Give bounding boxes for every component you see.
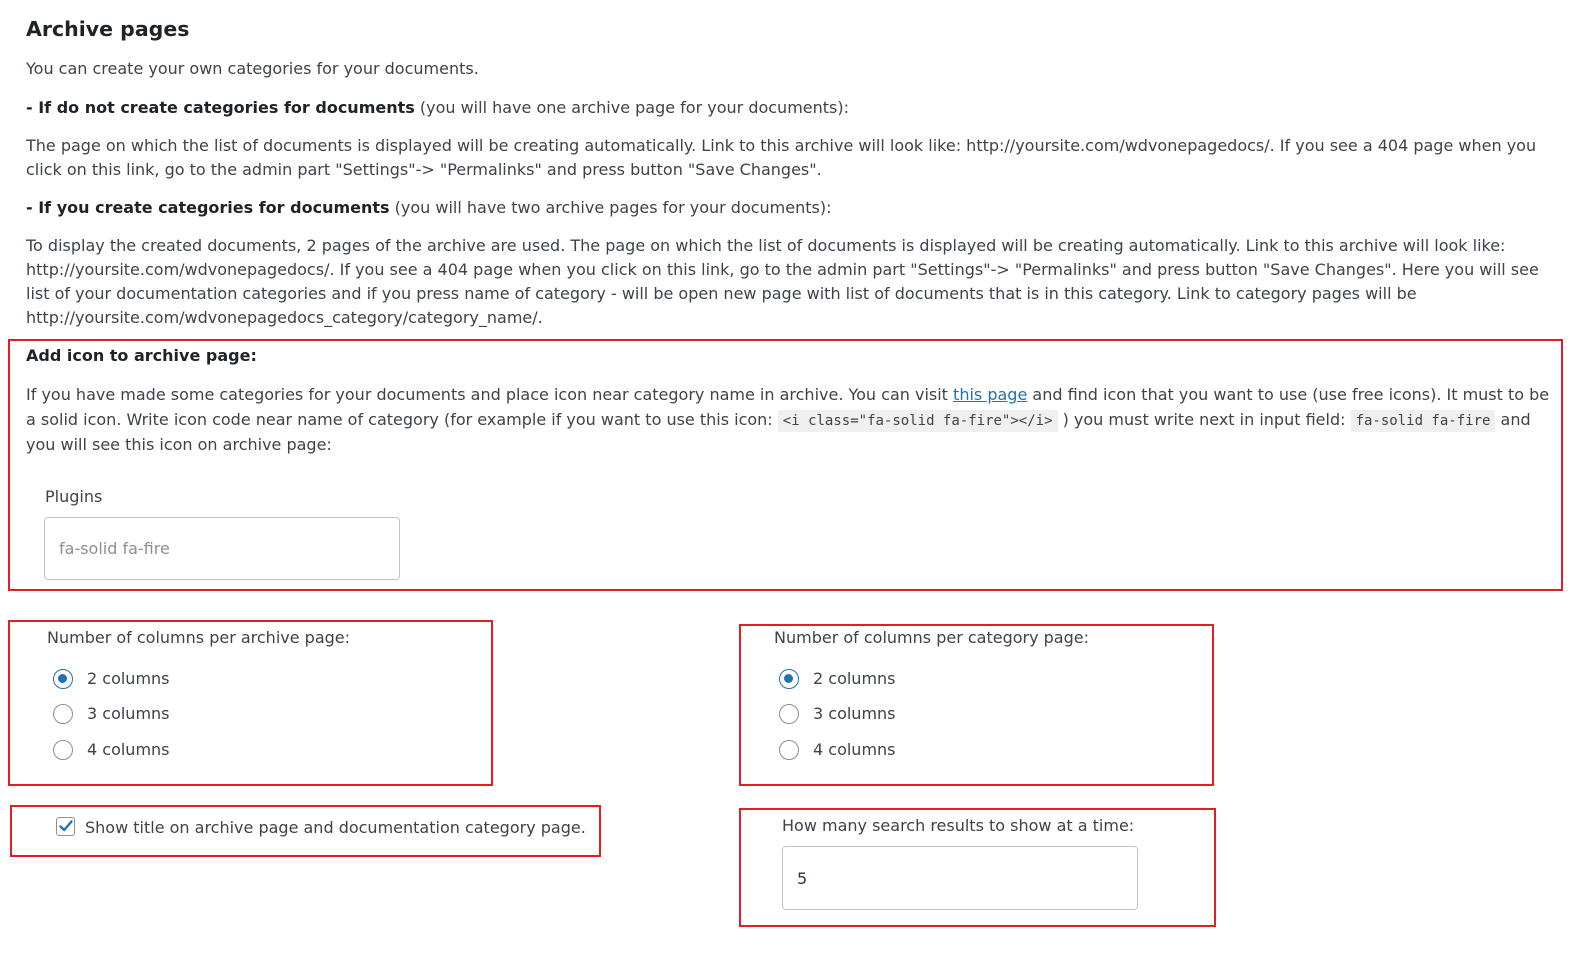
radio-button[interactable] bbox=[779, 704, 799, 724]
archive-columns-option-4[interactable] bbox=[53, 738, 170, 762]
radio-button[interactable] bbox=[53, 704, 73, 724]
no-categories-note: (you will have one archive page for your documents): bbox=[414, 98, 850, 117]
icon-text-part-2: and find icon that you want to use (use free icons). It must to be a solid icon. Write icon code near name of category (for example if you want to use this icon: bbox=[26, 385, 1550, 429]
this-page-link[interactable]: this page bbox=[953, 385, 1028, 404]
icon-section-heading: Add icon to archive page: bbox=[26, 346, 257, 365]
icon-section-description bbox=[26, 383, 1551, 458]
page-title: Archive pages bbox=[26, 17, 190, 41]
with-categories-heading: - If you create categories for documents bbox=[26, 198, 390, 217]
plugins-field-label: Plugins bbox=[45, 487, 103, 506]
search-results-label: How many search results to show at a time: bbox=[782, 816, 1135, 835]
with-categories-body: To display the created documents, 2 pages of the archive are used. The page on which the list of documents is displayed will be creating automatically. Link to this archive will look like: http://yoursite.com/wdvonepagedocs/. If you see a 404 page when you click on this link, go to the admin part "Settings"-> "Permalinks" and press button "Save Changes". Here you will see list of your documentation categories and if you press name of category - will be open new page with list of documents that is in this category. Link to category pages will be http://yoursite.com/wdvonepagedocs_category/category_name/. bbox=[26, 236, 1539, 327]
archive-columns-option-2[interactable] bbox=[53, 667, 170, 691]
archive-columns-label: Number of columns per archive page: bbox=[47, 628, 351, 647]
icon-text-part-1: If you have made some categories for your documents and place icon near category name in archive. You can visit bbox=[26, 385, 954, 404]
radio-label: 4 columns bbox=[813, 740, 896, 759]
radio-button-checked[interactable] bbox=[53, 669, 73, 689]
no-categories-heading: - If do not create categories for documents bbox=[26, 98, 415, 117]
icon-example-code: <i class="fa-solid fa-fire"></i> bbox=[778, 410, 1058, 432]
category-columns-option-2[interactable] bbox=[779, 667, 896, 691]
category-columns-option-4[interactable] bbox=[779, 738, 896, 762]
intro-text: You can create your own categories for your documents. bbox=[26, 59, 479, 78]
radio-label: 3 columns bbox=[813, 704, 896, 723]
radio-label: 2 columns bbox=[813, 669, 896, 688]
archive-columns-option-3[interactable] bbox=[53, 702, 170, 726]
show-title-checkbox[interactable] bbox=[56, 817, 75, 836]
icon-class-code: fa-solid fa-fire bbox=[1351, 410, 1496, 432]
with-categories-heading-line bbox=[26, 196, 1551, 220]
show-title-label[interactable]: Show title on archive page and documentation category page. bbox=[85, 818, 586, 837]
no-categories-heading-line bbox=[26, 96, 1551, 120]
radio-label: 2 columns bbox=[87, 669, 170, 688]
icon-text-part-3: ) you must write next in input field: bbox=[1057, 409, 1351, 429]
category-columns-option-3[interactable] bbox=[779, 702, 896, 726]
plugins-icon-input[interactable] bbox=[44, 517, 400, 580]
with-categories-note: (you will have two archive pages for your documents): bbox=[389, 198, 832, 217]
search-results-count-input[interactable] bbox=[782, 846, 1138, 910]
no-categories-body: The page on which the list of documents is displayed will be creating automatically. Link to this archive will look like: http://yoursite.com/wdvonepagedocs/. If you see a 404 page when you click on this link, go to the admin part "Settings"-> "Permalinks" and press button "Save Changes". bbox=[26, 136, 1537, 179]
checkmark-icon bbox=[58, 818, 74, 834]
radio-button[interactable] bbox=[53, 740, 73, 760]
radio-label: 4 columns bbox=[87, 740, 170, 759]
category-columns-label: Number of columns per category page: bbox=[774, 628, 1089, 647]
icon-section-heading-line bbox=[26, 344, 1551, 368]
icon-text-part-4: and you will see this icon on archive page: bbox=[26, 409, 1531, 454]
radio-label: 3 columns bbox=[87, 704, 170, 723]
radio-button-checked[interactable] bbox=[779, 669, 799, 689]
radio-button[interactable] bbox=[779, 740, 799, 760]
